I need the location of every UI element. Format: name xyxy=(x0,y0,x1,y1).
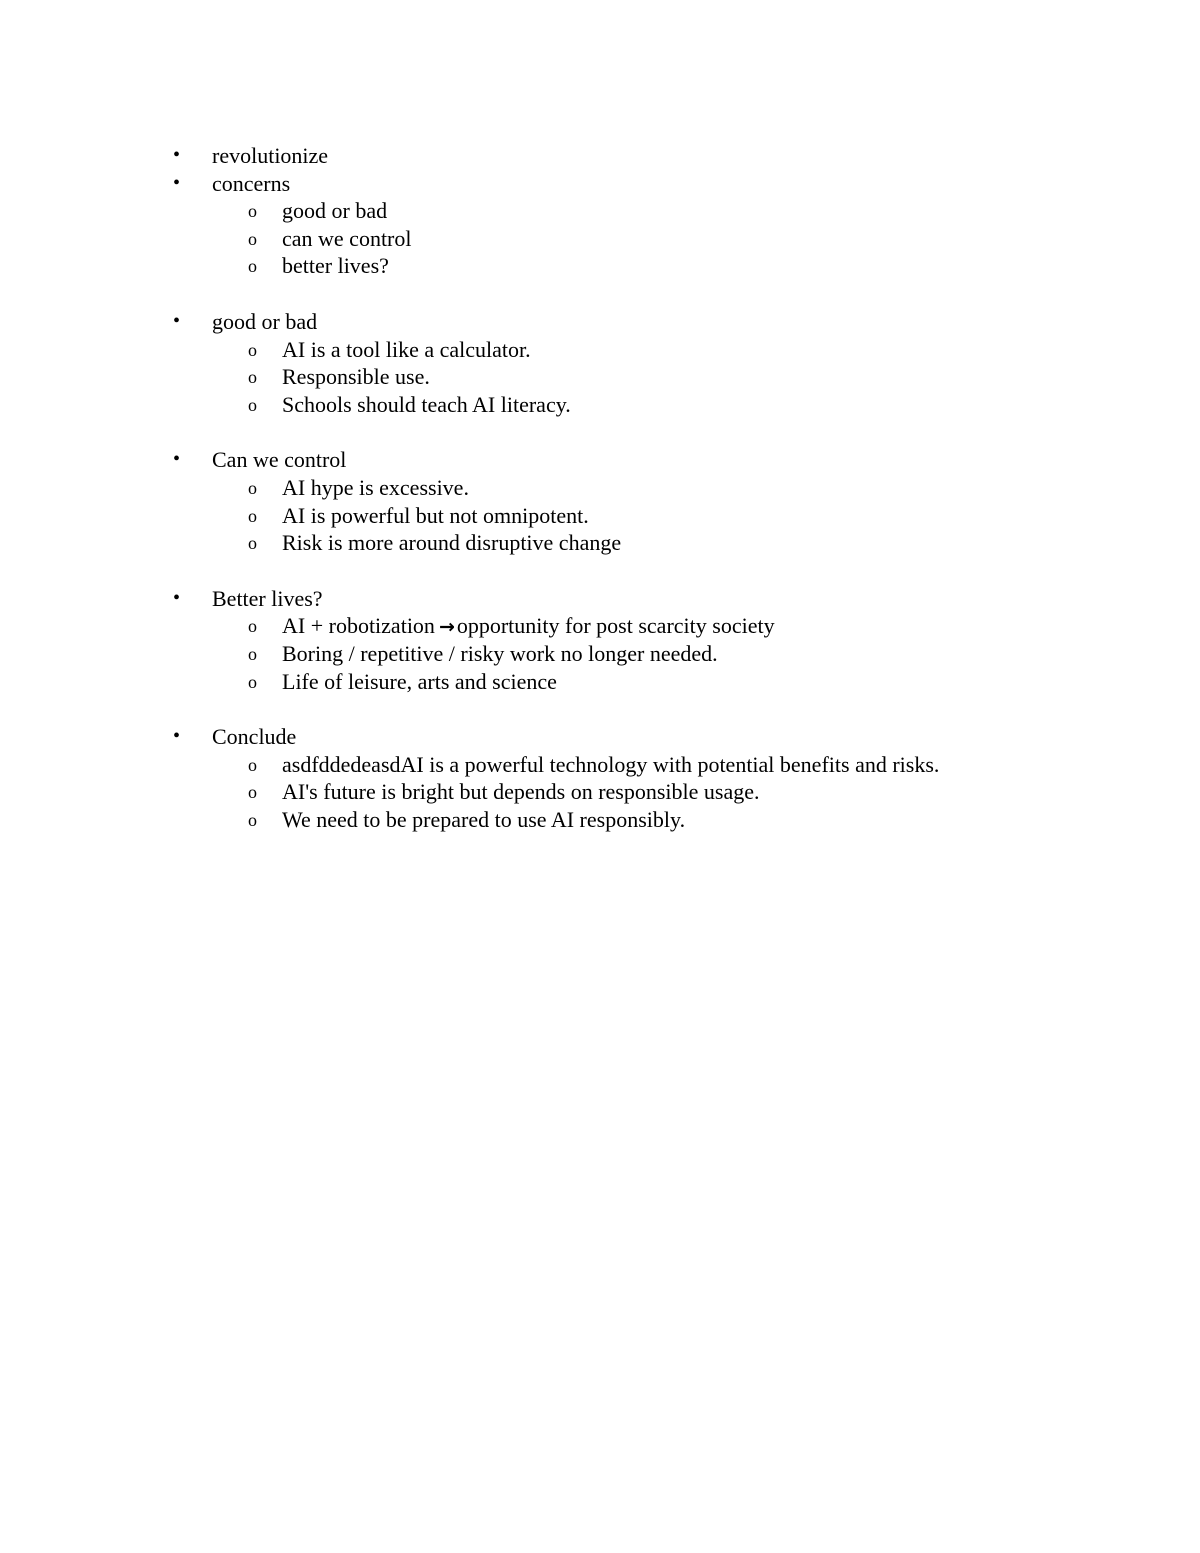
sub-bullet-marker: o xyxy=(248,201,257,222)
bullet-text: Better lives? xyxy=(212,585,323,611)
sub-bullet-marker: o xyxy=(248,616,257,637)
sub-bullet-text: We need to be prepared to use AI responsibly. xyxy=(282,806,686,832)
sub-bullet-item xyxy=(173,197,1133,225)
sub-bullet-marker: o xyxy=(248,394,257,415)
sub-bullet-text: can we control xyxy=(282,225,412,251)
sub-bullet-text xyxy=(282,612,775,642)
sub-bullet-marker: o xyxy=(248,754,257,775)
section-gap xyxy=(173,695,1133,723)
bullet-marker: • xyxy=(173,171,181,194)
bullet-item xyxy=(173,170,1133,198)
sub-bullet-marker: o xyxy=(248,505,257,526)
sub-bullet-item xyxy=(173,778,1133,806)
section-gap xyxy=(173,418,1133,446)
sub-bullet-text: asdfddedeasdAI is a powerful technology with potential benefits and risks. xyxy=(282,751,940,777)
bullet-item xyxy=(173,723,1133,751)
sub-bullet-marker: o xyxy=(248,671,257,692)
sub-bullet-item xyxy=(173,751,1133,779)
bullet-marker: • xyxy=(173,144,181,166)
bullet-outline xyxy=(173,142,1133,833)
sub-bullet-text: Responsible use. xyxy=(282,364,430,390)
sub-bullet-text: good or bad xyxy=(282,198,388,224)
sub-bullet-item xyxy=(173,336,1133,364)
sub-bullet-item xyxy=(173,612,1133,640)
sub-bullet-text: Schools should teach AI literacy. xyxy=(282,391,571,417)
bullet-text: Conclude xyxy=(212,724,297,750)
sub-bullet-item xyxy=(173,391,1133,419)
bullet-text: Can we control xyxy=(212,447,347,473)
sub-bullet-marker: o xyxy=(248,643,257,664)
sub-bullet-marker: o xyxy=(248,228,257,249)
bullet-item xyxy=(173,142,1133,170)
bullet-item xyxy=(173,585,1133,613)
sub-bullet-item xyxy=(173,225,1133,253)
sub-bullet-item xyxy=(173,806,1133,834)
sub-bullet-text: AI hype is excessive. xyxy=(282,474,469,500)
sub-bullet-marker: o xyxy=(248,782,257,803)
sub-bullet-text: Boring / repetitive / risky work no longer needed. xyxy=(282,640,718,666)
sub-bullet-text: Life of leisure, arts and science xyxy=(282,668,557,694)
bullet-text: concerns xyxy=(212,170,291,196)
sub-bullet-item xyxy=(173,502,1133,530)
sub-bullet-text: AI is powerful but not omnipotent. xyxy=(282,502,589,528)
bullet-text: revolutionize xyxy=(212,143,329,168)
bullet-marker: • xyxy=(173,448,181,471)
sub-bullet-text: AI is a tool like a calculator. xyxy=(282,336,531,362)
sub-bullet-text: better lives? xyxy=(282,253,389,279)
sub-bullet-marker: o xyxy=(248,256,257,277)
bullet-text: good or bad xyxy=(212,308,318,334)
bullet-item xyxy=(173,446,1133,474)
sub-bullet-text: AI's future is bright but depends on responsible usage. xyxy=(282,779,760,805)
bullet-marker: • xyxy=(173,309,181,332)
sub-bullet-marker: o xyxy=(248,339,257,360)
bullet-item xyxy=(173,308,1133,336)
robotization-text: AI + robotization xyxy=(282,613,435,639)
sub-bullet-marker: o xyxy=(248,809,257,830)
sub-bullet-marker: o xyxy=(248,477,257,498)
bullet-marker: • xyxy=(173,725,181,748)
bullet-marker: • xyxy=(173,586,181,609)
sub-bullet-item xyxy=(173,640,1133,668)
scarcity-text: opportunity for post scarcity society xyxy=(456,613,775,639)
sub-bullet-marker: o xyxy=(248,367,257,388)
sub-bullet-item xyxy=(173,529,1133,557)
section-gap xyxy=(173,280,1133,308)
sub-bullet-item xyxy=(173,668,1133,696)
sub-bullet-marker: o xyxy=(248,533,257,554)
sub-bullet-item xyxy=(173,252,1133,280)
section-gap xyxy=(173,557,1133,585)
sub-bullet-item xyxy=(173,474,1133,502)
sub-bullet-text: Risk is more around disruptive change xyxy=(282,530,622,556)
arrow-right-icon: → xyxy=(438,616,455,639)
sub-bullet-item xyxy=(173,363,1133,391)
